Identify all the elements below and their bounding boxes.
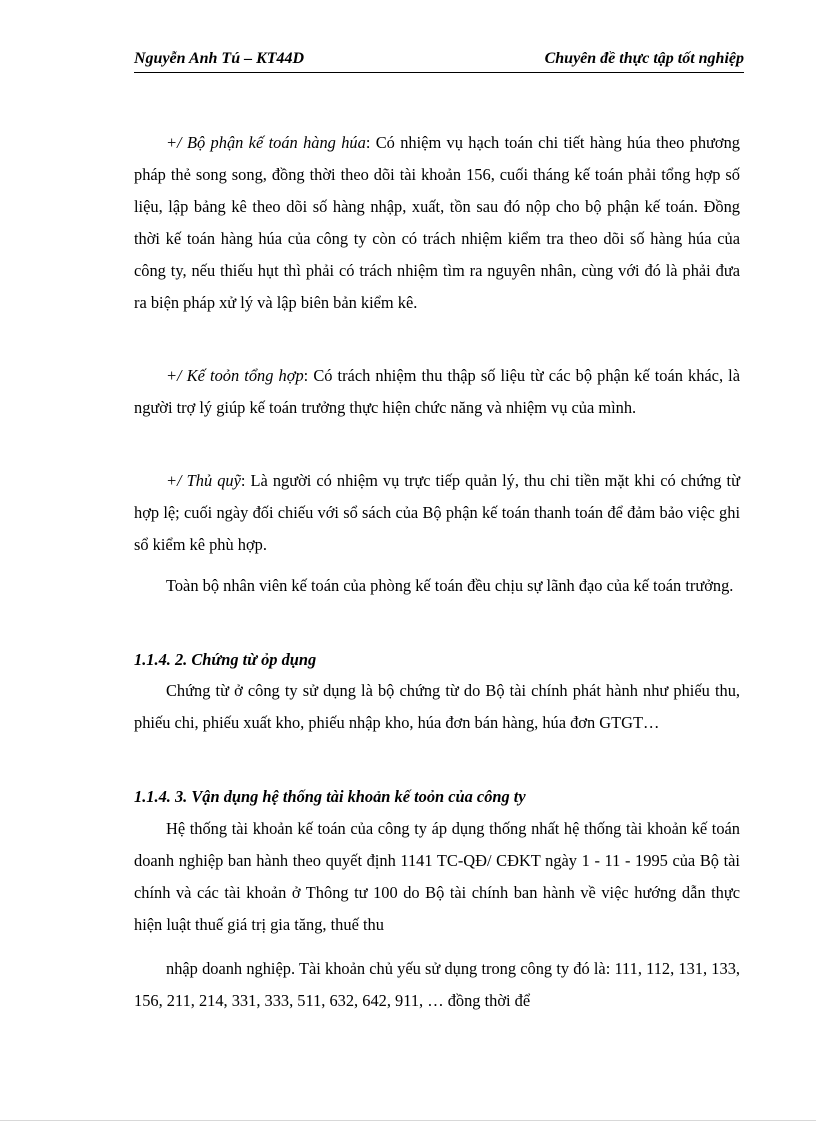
paragraph-hang-hoa (134, 127, 740, 319)
section-heading-chung-tu: 1.1.4. 2. Chứng từ ỏp dụng (134, 650, 317, 669)
header-document-title: Chuyên đề thực tập tốt nghiệp (544, 50, 744, 67)
paragraph-toan-bo (134, 570, 740, 602)
role-label-hang-hoa: Bộ phận kế toán hàng húa (186, 133, 366, 152)
paragraph-text: : Có trách nhiệm thu thập số liệu từ các bộ phận kế toán khác, là người trợ lý giúp kế toán trưởng thực hiện chức năng và nhiệm vụ của mình. (134, 366, 740, 417)
paragraph-thu-quy (134, 465, 740, 561)
paragraph-text: : Có nhiệm vụ hạch toán chi tiết hàng húa theo phương pháp thẻ song song, đồng thời theo dõi tài khoản 156, cuối tháng kế toán phải tổng hợp số liệu, lập bảng kê theo dõi số hàng nhập, xuất, tồn sau đó nộp cho bộ phận kế toán. Đồng thời kế toán hàng húa của công ty còn có trách nhiệm kiểm tra theo dõi số hàng húa của công ty, nếu thiếu hụt thì phải có trách nhiệm tìm ra nguyên nhân, cùng với đó là phải đưa ra biện pháp xử lý và lập biên bản kiểm kê. (134, 133, 740, 312)
paragraph-tai-khoan-list (134, 953, 740, 1017)
role-label-thu-quy: Thủ quỹ (186, 471, 241, 490)
paragraph-tong-hop (134, 360, 740, 424)
paragraph-text: Chứng từ ở công ty sử dụng là bộ chứng từ do Bộ tài chính phát hành như phiếu thu, phiếu chi, phiếu xuất kho, phiếu nhập kho, húa đơn bán hàng, húa đơn GTGT… (134, 681, 740, 732)
paragraph-text: Hệ thống tài khoản kế toán của công ty áp dụng thống nhất hệ thống tài khoản kế toán doanh nghiệp ban hành theo quyết định 1141 TC-QĐ/ CĐKT ngày 1 - 11 - 1995 của Bộ tài chính và các tài khoản ở Thông tư 100 do Bộ tài chính ban hành về việc hướng dẫn thực hiện luật thuế giá trị gia tăng, thuế thu (134, 819, 740, 934)
paragraph-text: : Là người có nhiệm vụ trực tiếp quản lý, thu chi tiền mặt khi có chứng từ hợp lệ; cuối ngày đối chiếu với sổ sách của Bộ phận kế toán thanh toán để đảm bảo việc ghi sổ kiểm kê phù hợp. (134, 471, 740, 554)
paragraph-he-thong-tai-khoan (134, 813, 740, 941)
header-author: Nguyễn Anh Tú – KT44D (134, 50, 305, 67)
paragraph-text: nhập doanh nghiệp. Tài khoản chủ yếu sử dụng trong công ty đó là: 111, 112, 131, 133, 156, 211, 214, 331, 333, 511, 632, 642, 911, … đồng thời để (134, 959, 740, 1010)
page-bottom-rule (0, 1120, 816, 1121)
paragraph-chung-tu (134, 675, 740, 739)
page-header (134, 50, 744, 73)
paragraph-prefix: +/ (166, 366, 187, 385)
paragraph-text: Toàn bộ nhân viên kế toán của phòng kế toán đều chịu sự lãnh đạo của kế toán trưởng. (166, 576, 734, 595)
paragraph-prefix: +/ (166, 471, 187, 490)
paragraph-prefix: +/ (166, 133, 187, 152)
section-heading-tai-khoan: 1.1.4. 3. Vận dụng hệ thống tài khoản kế toỏn của công ty (134, 787, 526, 806)
role-label-tong-hop: Kế toỏn tổng hợp (186, 366, 304, 385)
